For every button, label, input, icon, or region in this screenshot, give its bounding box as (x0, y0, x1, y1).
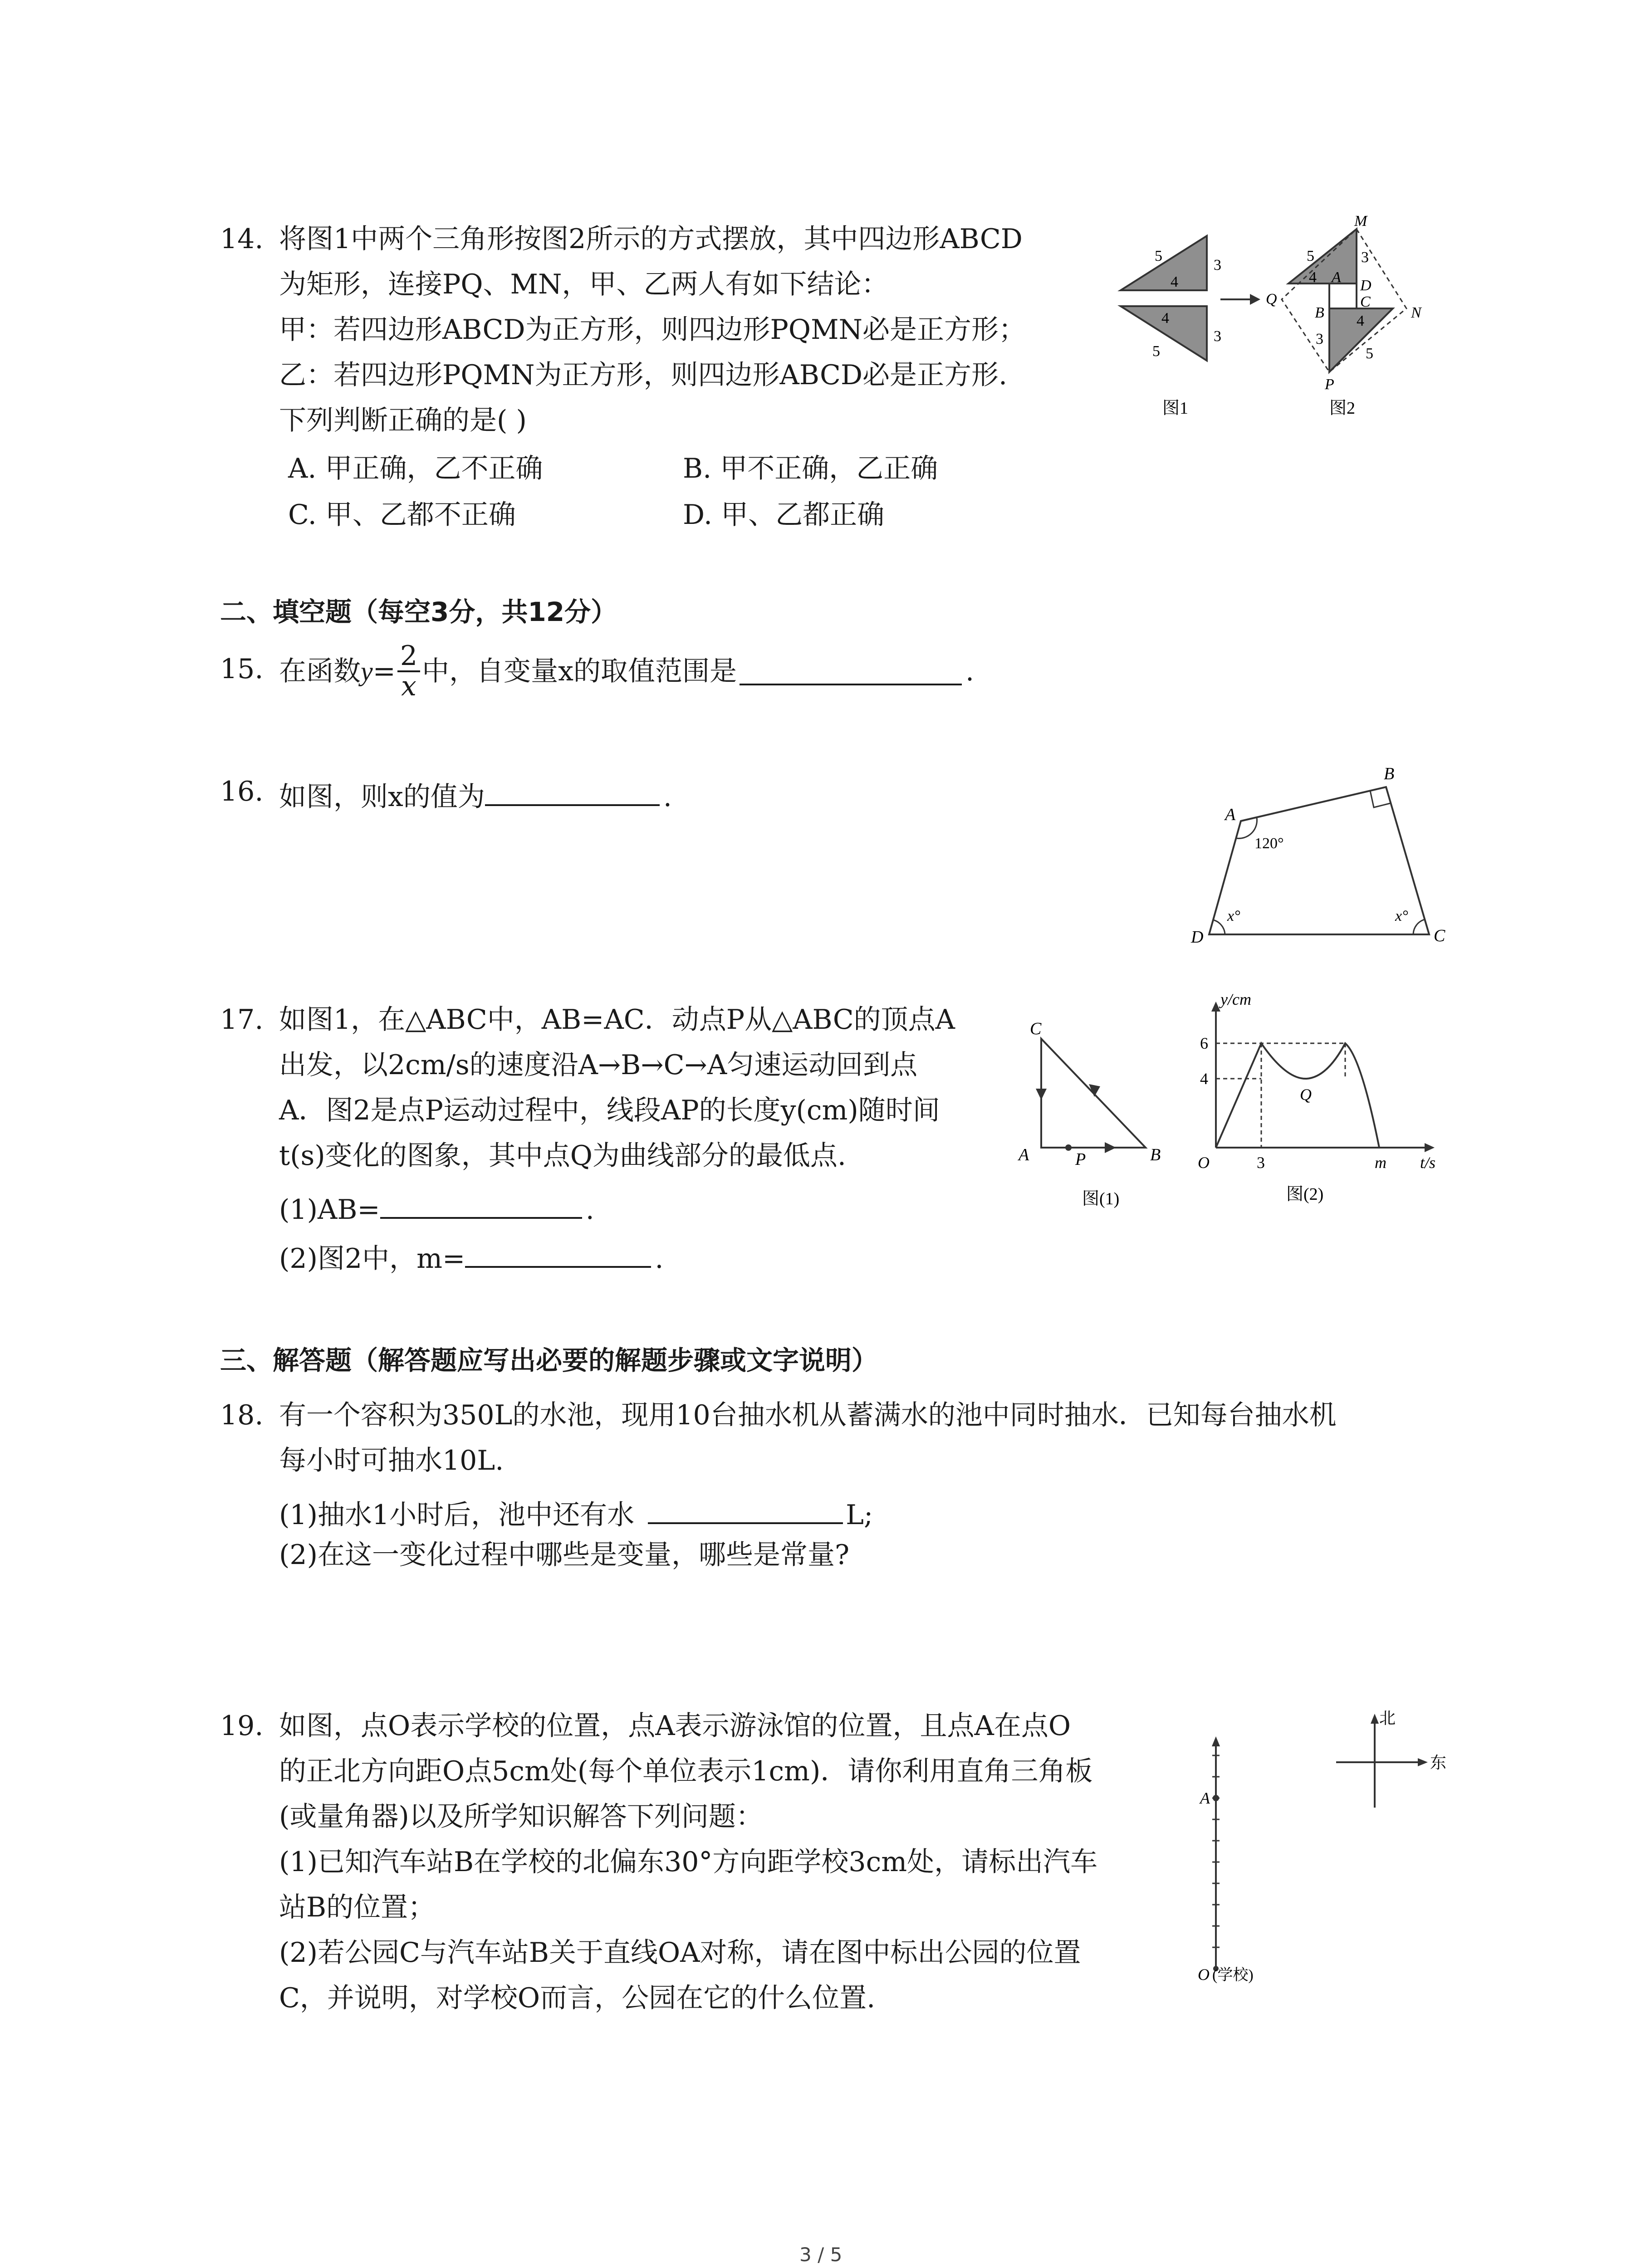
q17-fig1-label-P: P (1075, 1150, 1086, 1169)
q19-label-east: 东 (1430, 1754, 1447, 1772)
q17-figure-1 (1016, 1012, 1180, 1220)
q17-sub-1-label: (1)AB= (279, 1194, 380, 1226)
q16-label-B: B (1384, 764, 1395, 783)
q19-label-A: A (1200, 1789, 1210, 1807)
q17-fig2-tick-m: m (1375, 1154, 1386, 1172)
q14-fig1-upper-triangle (1121, 236, 1207, 290)
q16-angle-arc-c (1413, 919, 1425, 934)
q14-line-4: 乙：若四边形PQMN为正方形，则四边形ABCD必是正方形. (279, 359, 1008, 391)
page-number: 3 / 5 (799, 2244, 843, 2266)
q19-line-1: 如图，点O表示学校的位置，点A表示游泳馆的位置，且点A在点O (279, 1710, 1071, 1742)
q14-option-c: C. 甲、乙都不正确 (288, 499, 516, 531)
q17-fig2-origin: O (1198, 1154, 1210, 1172)
q14-fig2-label-5a: 5 (1307, 248, 1314, 264)
q14-fig2-label-C: C (1360, 293, 1371, 310)
q16-number: 16. (220, 776, 264, 807)
q14-fig2-label-P: P (1325, 376, 1334, 393)
q19-line-7: C，并说明，对学校O而言，公园在它的什么位置. (279, 1982, 876, 2014)
q19-compass-north-arrow-icon (1371, 1714, 1379, 1724)
q19-line-2: 的正北方向距O点5cm处(每个单位表示1cm)．请你利用直角三角板 (279, 1755, 1093, 1787)
section-3-heading: 三、解答题（解答题应写出必要的解题步骤或文字说明） (220, 1345, 878, 1376)
q14-option-b: B. 甲不正确，乙正确 (683, 453, 938, 484)
q19-axis-arrow-icon (1212, 1736, 1220, 1746)
q18-line-2: 每小时可抽水10L. (279, 1445, 504, 1476)
q17-curve (1216, 1043, 1379, 1148)
q15-pre: 在函数 (279, 655, 361, 687)
q14-fig1-label-4b: 4 (1161, 310, 1169, 327)
arrow-head-icon (1250, 294, 1260, 305)
q14-fig2-caption: 图2 (1329, 399, 1356, 418)
q17-fig2-label-Q: Q (1300, 1085, 1312, 1104)
q14-fig2-label-M: M (1354, 213, 1367, 230)
q17-line-4: t(s)变化的图象，其中点Q为曲线部分的最低点. (279, 1140, 846, 1172)
q19-line-6: (2)若公园C与汽车站B关于直线OA对称，请在图中标出公园的位置 (279, 1937, 1081, 1969)
q17-point-p (1065, 1144, 1072, 1151)
q15-end: . (965, 655, 975, 687)
q14-fig1-label-4a: 4 (1171, 274, 1178, 290)
q16-text (279, 778, 672, 811)
q14-fig2-label-4a: 4 (1309, 269, 1317, 286)
q19-compass-east-arrow-icon (1418, 1758, 1428, 1766)
q15-post: 中，自变量x的取值范围是 (422, 655, 737, 687)
q17-sub-2-label: (2)图2中，m= (279, 1243, 465, 1275)
q14-fig1-label-5a: 5 (1155, 248, 1162, 264)
q16-end: . (663, 781, 672, 813)
q17-fig2-tick-3: 3 (1257, 1154, 1265, 1172)
q17-fig2-caption: 图(2) (1286, 1185, 1324, 1204)
q17-fig1-label-C: C (1030, 1019, 1042, 1038)
q17-line-3: A．图2是点P运动过程中，线段AP的长度y(cm)随时间 (279, 1095, 940, 1126)
q16-answer-blank[interactable] (485, 778, 660, 806)
q17-fig2-tick-4: 4 (1200, 1070, 1208, 1088)
q14-fig2-label-N: N (1411, 304, 1421, 321)
q14-fig2-triangle-top (1288, 229, 1357, 284)
q17-fig2-ylabel: y/cm (1220, 990, 1251, 1008)
q19-point-a (1213, 1795, 1219, 1801)
q15-fraction (397, 642, 420, 701)
q18-sub-1-end: L; (846, 1499, 873, 1531)
q15-answer-blank[interactable] (740, 657, 962, 685)
q17-line-2: 出发，以2cm/s的速度沿A→B→C→A匀速运动回到点 (279, 1049, 918, 1081)
q14-fig2-label-D: D (1360, 277, 1372, 294)
q16-label-D: D (1191, 928, 1204, 947)
q15-text (279, 635, 974, 708)
q14-fig2-rect-abcd (1329, 284, 1357, 308)
q14-figure (1107, 213, 1452, 431)
q17-x-axis-arrow-icon (1425, 1143, 1435, 1152)
q16-angle-arc-d (1213, 920, 1225, 934)
q19-line-4: (1)已知汽车站B在学校的北偏东30°方向距学校3cm处，请标出汽车 (279, 1846, 1098, 1878)
q17-line-1: 如图1，在△ABC中，AB=AC．动点P从△ABC的顶点A (279, 1004, 955, 1036)
q19-label-north: 北 (1379, 1709, 1396, 1727)
q14-fig2-label-4b: 4 (1357, 313, 1364, 329)
q14-option-a: A. 甲正确，乙不正确 (288, 453, 543, 484)
q16-label-A: A (1225, 805, 1236, 824)
q17-fig1-label-A: A (1019, 1145, 1029, 1164)
q17-fig2-tick-6: 6 (1200, 1034, 1208, 1052)
q16-x-label-c: x° (1395, 908, 1408, 924)
q17-m-answer-blank[interactable] (465, 1240, 651, 1268)
q19-label-school: (学校) (1212, 1967, 1254, 1984)
q17-ab-answer-blank[interactable] (380, 1191, 582, 1219)
q14-fig2-label-A: A (1332, 269, 1341, 286)
q19-figure (1180, 1706, 1461, 1991)
q14-fig2-label-5b: 5 (1366, 345, 1373, 362)
q18-sub-1-label: (1)抽水1小时后，池中还有水 (279, 1499, 635, 1531)
q17-sub-2 (279, 1240, 664, 1275)
q16-x-label-d: x° (1227, 908, 1240, 924)
q17-sub-2-end: . (655, 1243, 664, 1275)
q15-numerator: 2 (397, 642, 420, 672)
q16-figure (1180, 762, 1452, 953)
q15-denominator: x (401, 670, 416, 702)
q14-number: 14. (220, 223, 264, 255)
q17-fig1-caption: 图(1) (1082, 1189, 1120, 1208)
q17-arrow-down-icon (1036, 1089, 1047, 1100)
q15-y: y (361, 656, 373, 686)
q14-line-3: 甲：若四边形ABCD为正方形，则四边形PQMN必是正方形； (279, 314, 1026, 346)
q16-label-C: C (1434, 926, 1445, 945)
q17-y-axis-arrow-icon (1211, 1002, 1220, 1012)
q17-fig1-label-B: B (1150, 1145, 1161, 1164)
q15-eq: = (372, 655, 396, 687)
q17-fig2-xlabel: t/s (1420, 1154, 1436, 1172)
q14-line-1: 将图1中两个三角形按图2所示的方式摆放，其中四边形ABCD (279, 223, 1023, 255)
q14-fig1-label-3b: 3 (1214, 328, 1221, 345)
q14-fig2-label-3b: 3 (1316, 331, 1323, 347)
q14-fig1-label-5b: 5 (1152, 343, 1160, 360)
q19-line-3: (或量角器)以及所学知识解答下列问题： (279, 1801, 763, 1833)
q19-number: 19. (220, 1710, 264, 1742)
q17-sub-1 (279, 1191, 594, 1226)
q19-label-O: O (1198, 1965, 1210, 1984)
q17-sub-1-end: . (585, 1194, 594, 1226)
q19-line-5: 站B的位置； (279, 1892, 436, 1923)
q14-fig2-label-3a: 3 (1361, 249, 1369, 266)
q14-fig2-label-B: B (1315, 304, 1324, 321)
q14-line-2: 为矩形，连接PQ、MN，甲、乙两人有如下结论： (279, 269, 889, 300)
q18-sub-1 (279, 1496, 873, 1529)
q15-number: 15. (220, 653, 264, 685)
q14-fig2-label-Q: Q (1266, 291, 1277, 308)
q18-number: 18. (220, 1399, 264, 1431)
q18-water-answer-blank[interactable] (648, 1496, 843, 1524)
q14-option-d: D. 甲、乙都正确 (683, 499, 885, 531)
q14-fig1-caption: 图1 (1162, 399, 1189, 418)
q17-figure-2 (1175, 990, 1456, 1220)
q14-line-5: 下列判断正确的是( ) (279, 405, 527, 436)
q18-sub-2: (2)在这一变化过程中哪些是变量，哪些是常量? (279, 1539, 850, 1571)
q17-arrow-ab-icon (1105, 1142, 1116, 1153)
q16-angle-label: 120° (1254, 835, 1284, 852)
q18-line-1: 有一个容积为350L的水池，现用10台抽水机从蓄满水的池中同时抽水．已知每台抽水机 (279, 1399, 1337, 1431)
section-2-heading: 二、填空题（每空3分，共12分） (220, 596, 617, 627)
q14-fig1-label-3a: 3 (1214, 257, 1221, 274)
q17-number: 17. (220, 1004, 264, 1036)
q16-question: 如图，则x的值为 (279, 781, 485, 813)
